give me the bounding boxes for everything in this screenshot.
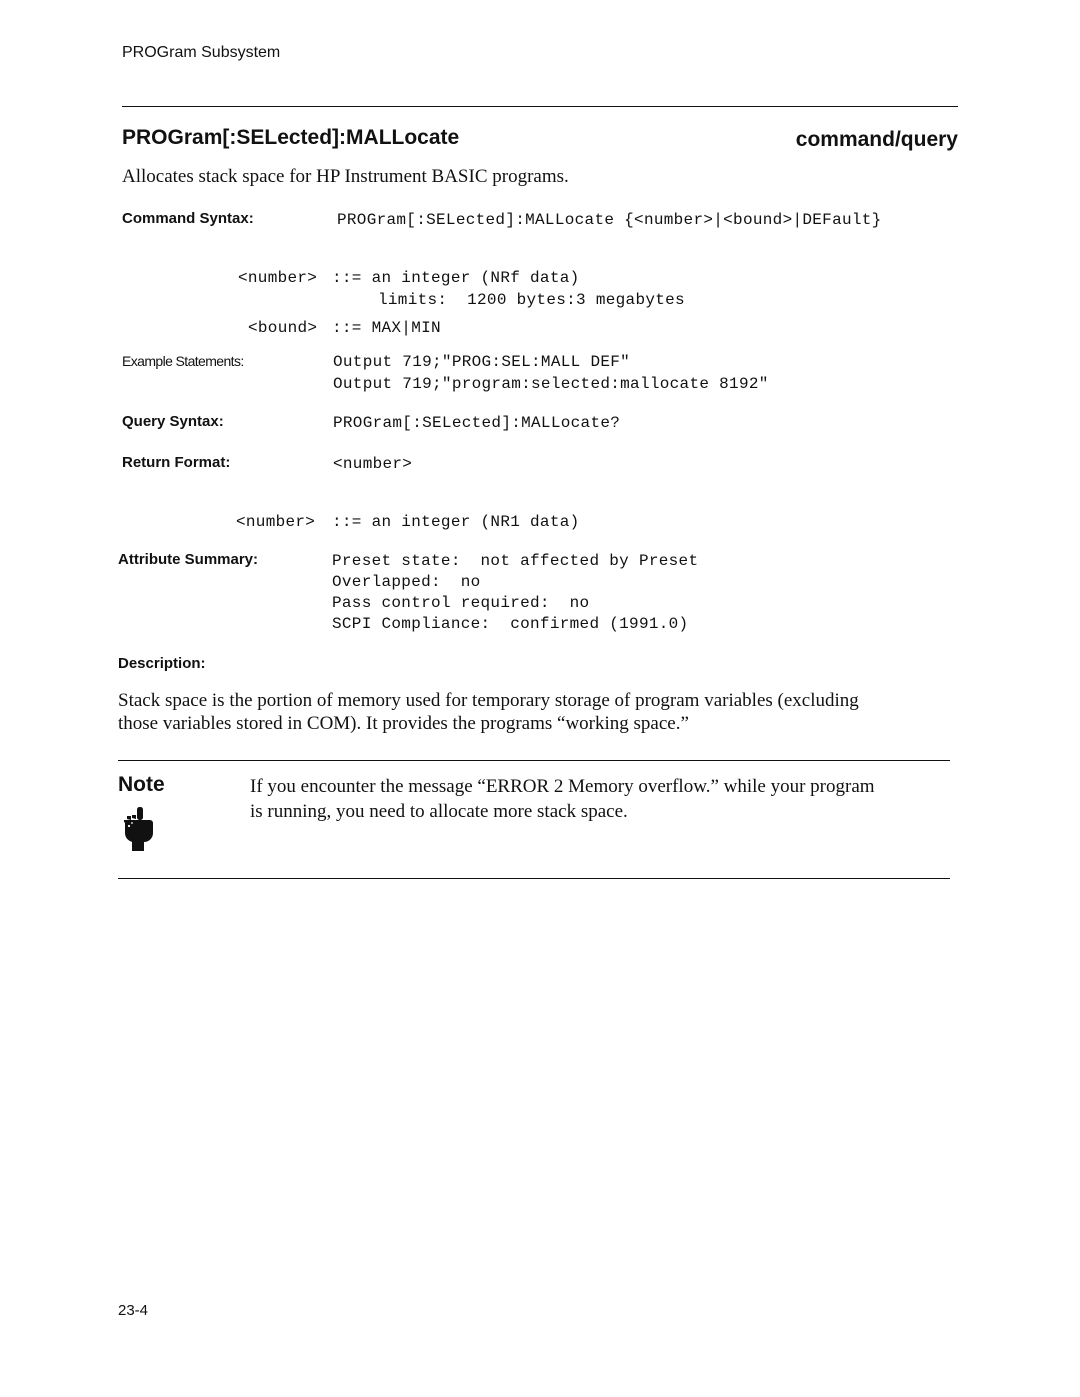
param-number-limits: limits: 1200 bytes:3 megabytes xyxy=(378,291,685,309)
param-bound-def: ::= MAX|MIN xyxy=(332,319,441,337)
param-bound-name: <bound> xyxy=(248,319,318,337)
description-line: those variables stored in COM). It provides the programs “working space.” xyxy=(118,713,689,734)
return-format-value: <number> xyxy=(333,455,413,473)
note-top-divider xyxy=(118,760,950,761)
command-syntax-label: Command Syntax: xyxy=(122,210,254,227)
attribute-summary-label: Attribute Summary: xyxy=(118,551,259,568)
attribute-line: Pass control required: no xyxy=(332,594,590,612)
example-statements-label: Example Statements: xyxy=(122,353,244,369)
note-bottom-divider xyxy=(118,878,950,879)
attribute-line: Overlapped: no xyxy=(332,573,481,591)
command-syntax-value: PROGram[:SELected]:MALLocate {<number>|<bound>|DEFault} xyxy=(337,211,882,229)
query-syntax-label: Query Syntax: xyxy=(122,413,224,430)
note-label: Note xyxy=(118,773,165,796)
return-format-label: Return Format: xyxy=(122,454,231,471)
example-line: Output 719;"program:selected:mallocate 8192" xyxy=(333,375,769,393)
note-line: If you encounter the message “ERROR 2 Memory overflow.” while your program xyxy=(250,776,875,797)
attribute-line: Preset state: not affected by Preset xyxy=(332,552,699,570)
top-divider xyxy=(122,106,958,107)
attribute-line: SCPI Compliance: confirmed (1991.0) xyxy=(332,615,689,633)
example-line: Output 719;"PROG:SEL:MALL DEF" xyxy=(333,353,631,371)
return-param-def: ::= an integer (NR1 data) xyxy=(332,513,580,531)
command-type: command/query xyxy=(795,128,958,151)
description-label: Description: xyxy=(118,655,206,672)
intro-text: Allocates stack space for HP Instrument BASIC programs. xyxy=(122,166,569,187)
param-number-name: <number> xyxy=(238,269,318,287)
pointing-hand-icon xyxy=(120,806,158,852)
page-number: 23-4 xyxy=(118,1302,149,1319)
description-line: Stack space is the portion of memory used for temporary storage of program variables (excluding xyxy=(118,690,859,711)
query-syntax-value: PROGram[:SELected]:MALLocate? xyxy=(333,414,621,432)
running-header: PROGram Subsystem xyxy=(122,44,281,61)
command-title: PROGram[:SELected]:MALLocate xyxy=(122,126,460,149)
return-param-name: <number> xyxy=(236,513,316,531)
param-number-def: ::= an integer (NRf data) xyxy=(332,269,580,287)
note-line: is running, you need to allocate more stack space. xyxy=(250,801,628,822)
